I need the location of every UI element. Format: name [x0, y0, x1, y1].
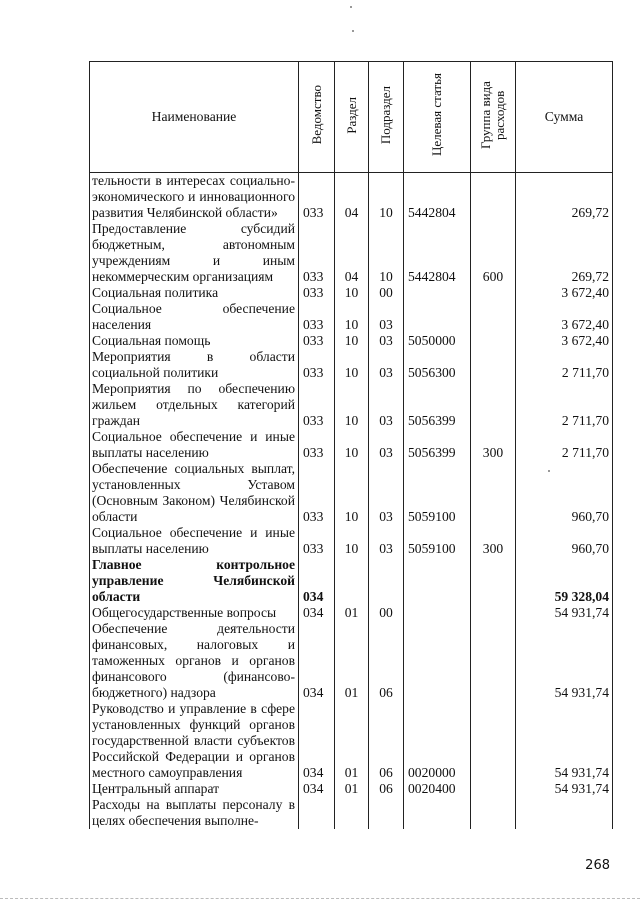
cell-amount: 3 672,40 — [516, 333, 613, 349]
cell-target-article — [404, 797, 471, 829]
cell-amount — [516, 797, 613, 829]
cell-section: 10 — [335, 349, 369, 381]
cell-target-article: 5442804 — [404, 221, 471, 285]
cell-target-article — [404, 301, 471, 333]
cell-section: 01 — [335, 781, 369, 797]
cell-amount: 2 711,70 — [516, 349, 613, 381]
header-section: Раздел — [335, 62, 369, 173]
cell-section: 10 — [335, 381, 369, 429]
cell-section: 10 — [335, 429, 369, 461]
table-row — [90, 381, 613, 429]
table-row — [90, 349, 613, 381]
cell-target-article — [404, 605, 471, 621]
cell-subsection: 03 — [369, 525, 404, 557]
table-row — [90, 525, 613, 557]
cell-expense-group — [471, 701, 516, 781]
table-body — [90, 173, 613, 830]
cell-name: Социальное обеспечение населения — [90, 301, 299, 333]
table-row — [90, 285, 613, 301]
cell-target-article: 5442804 — [404, 173, 471, 222]
cell-expense-group: 600 — [471, 221, 516, 285]
table-row — [90, 797, 613, 829]
cell-section: 01 — [335, 621, 369, 701]
cell-department: 033 — [299, 221, 335, 285]
cell-name: Главное контрольное управление Челябинской области — [90, 557, 299, 605]
cell-target-article: 5059100 — [404, 461, 471, 525]
cell-name: Мероприятия по обеспечению жильем отдельных категорий граждан — [90, 381, 299, 429]
table-row — [90, 301, 613, 333]
cell-expense-group — [471, 461, 516, 525]
table-row — [90, 173, 613, 222]
cell-department — [299, 797, 335, 829]
cell-section: 10 — [335, 333, 369, 349]
cell-subsection: 03 — [369, 429, 404, 461]
cell-expense-group — [471, 605, 516, 621]
cell-subsection: 03 — [369, 333, 404, 349]
cell-amount: 269,72 — [516, 221, 613, 285]
cell-expense-group — [471, 349, 516, 381]
cell-subsection: 06 — [369, 701, 404, 781]
cell-expense-group — [471, 621, 516, 701]
cell-amount: 3 672,40 — [516, 285, 613, 301]
cell-amount: 54 931,74 — [516, 701, 613, 781]
cell-department: 034 — [299, 781, 335, 797]
cell-target-article: 5056300 — [404, 349, 471, 381]
cell-department: 033 — [299, 461, 335, 525]
budget-table — [89, 61, 613, 829]
cell-section: 10 — [335, 285, 369, 301]
cell-target-article: 0020400 — [404, 781, 471, 797]
cell-department: 034 — [299, 701, 335, 781]
cell-name: Предоставление субсидий бюджетным, автономным учреждениям и иным некоммерческим организациям — [90, 221, 299, 285]
scan-edge-divider — [0, 898, 640, 899]
table-row — [90, 605, 613, 621]
cell-subsection: 00 — [369, 285, 404, 301]
table-header — [90, 62, 613, 173]
table-row — [90, 621, 613, 701]
cell-expense-group — [471, 301, 516, 333]
cell-department: 033 — [299, 333, 335, 349]
cell-amount: 54 931,74 — [516, 605, 613, 621]
table-row — [90, 221, 613, 285]
cell-section: 01 — [335, 701, 369, 781]
cell-expense-group — [471, 285, 516, 301]
header-name: Наименование — [90, 62, 299, 173]
cell-department: 034 — [299, 557, 335, 605]
cell-amount: 59 328,04 — [516, 557, 613, 605]
cell-target-article — [404, 557, 471, 605]
cell-name: Руководство и управление в сфере установленных функций органов государственной власти субъектов Российской Федерации и органов местного самоуправления — [90, 701, 299, 781]
cell-expense-group: 300 — [471, 525, 516, 557]
cell-subsection — [369, 557, 404, 605]
table-row — [90, 557, 613, 605]
cell-subsection: 03 — [369, 349, 404, 381]
cell-section — [335, 797, 369, 829]
cell-name: Социальная политика — [90, 285, 299, 301]
cell-department: 033 — [299, 381, 335, 429]
cell-expense-group — [471, 797, 516, 829]
cell-name: Мероприятия в области социальной политики — [90, 349, 299, 381]
cell-expense-group — [471, 557, 516, 605]
cell-amount: 3 672,40 — [516, 301, 613, 333]
cell-name: тельности в интересах социально-экономического и инновационного развития Челябинской области» — [90, 173, 299, 222]
cell-subsection: 06 — [369, 781, 404, 797]
cell-target-article — [404, 285, 471, 301]
header-expense-group: Группа вида расходов — [471, 62, 516, 173]
cell-amount: 54 931,74 — [516, 781, 613, 797]
cell-target-article — [404, 621, 471, 701]
table-row — [90, 461, 613, 525]
cell-section: 10 — [335, 525, 369, 557]
table-row — [90, 781, 613, 797]
cell-subsection: 03 — [369, 301, 404, 333]
cell-name: Центральный аппарат — [90, 781, 299, 797]
header-subsection: Подраздел — [369, 62, 404, 173]
cell-name: Социальное обеспечение и иные выплаты населению — [90, 429, 299, 461]
page-number: 268 — [585, 858, 610, 873]
cell-subsection — [369, 797, 404, 829]
cell-amount: 2 711,70 — [516, 429, 613, 461]
cell-section: 04 — [335, 221, 369, 285]
cell-amount: 269,72 — [516, 173, 613, 222]
cell-target-article: 0020000 — [404, 701, 471, 781]
header-target-article: Целевая статья — [404, 62, 471, 173]
cell-expense-group — [471, 333, 516, 349]
cell-name: Расходы на выплаты персоналу в целях обеспечения выполне- — [90, 797, 299, 829]
cell-target-article: 5050000 — [404, 333, 471, 349]
cell-name: Социальное обеспечение и иные выплаты населению — [90, 525, 299, 557]
cell-section: 10 — [335, 301, 369, 333]
table-row — [90, 701, 613, 781]
cell-target-article: 5059100 — [404, 525, 471, 557]
header-department: Ведомство — [299, 62, 335, 173]
cell-department: 034 — [299, 605, 335, 621]
cell-subsection: 06 — [369, 621, 404, 701]
cell-target-article: 5056399 — [404, 429, 471, 461]
cell-target-article: 5056399 — [404, 381, 471, 429]
cell-subsection: 00 — [369, 605, 404, 621]
cell-expense-group — [471, 381, 516, 429]
cell-amount: 54 931,74 — [516, 621, 613, 701]
cell-name: Общегосударственные вопросы — [90, 605, 299, 621]
cell-department: 033 — [299, 173, 335, 222]
table-row — [90, 333, 613, 349]
cell-section — [335, 557, 369, 605]
cell-section: 01 — [335, 605, 369, 621]
cell-expense-group: 300 — [471, 429, 516, 461]
cell-expense-group — [471, 781, 516, 797]
cell-amount: 960,70 — [516, 525, 613, 557]
cell-department: 033 — [299, 349, 335, 381]
cell-subsection: 03 — [369, 381, 404, 429]
cell-amount: 960,70 — [516, 461, 613, 525]
cell-amount: 2 711,70 — [516, 381, 613, 429]
cell-section: 04 — [335, 173, 369, 222]
cell-department: 033 — [299, 301, 335, 333]
cell-name: Обеспечение социальных выплат, установленных Уставом (Основным Законом) Челябинской области — [90, 461, 299, 525]
cell-section: 10 — [335, 461, 369, 525]
header-amount: Сумма — [516, 62, 613, 173]
cell-department: 033 — [299, 525, 335, 557]
cell-subsection: 10 — [369, 221, 404, 285]
cell-department: 033 — [299, 429, 335, 461]
cell-department: 033 — [299, 285, 335, 301]
cell-name: Обеспечение деятельности финансовых, налоговых и таможенных органов и органов финансового (финансово-бюджетного) надзора — [90, 621, 299, 701]
cell-name: Социальная помощь — [90, 333, 299, 349]
cell-department: 034 — [299, 621, 335, 701]
cell-expense-group — [471, 173, 516, 222]
cell-subsection: 10 — [369, 173, 404, 222]
cell-subsection: 03 — [369, 461, 404, 525]
table-row — [90, 429, 613, 461]
